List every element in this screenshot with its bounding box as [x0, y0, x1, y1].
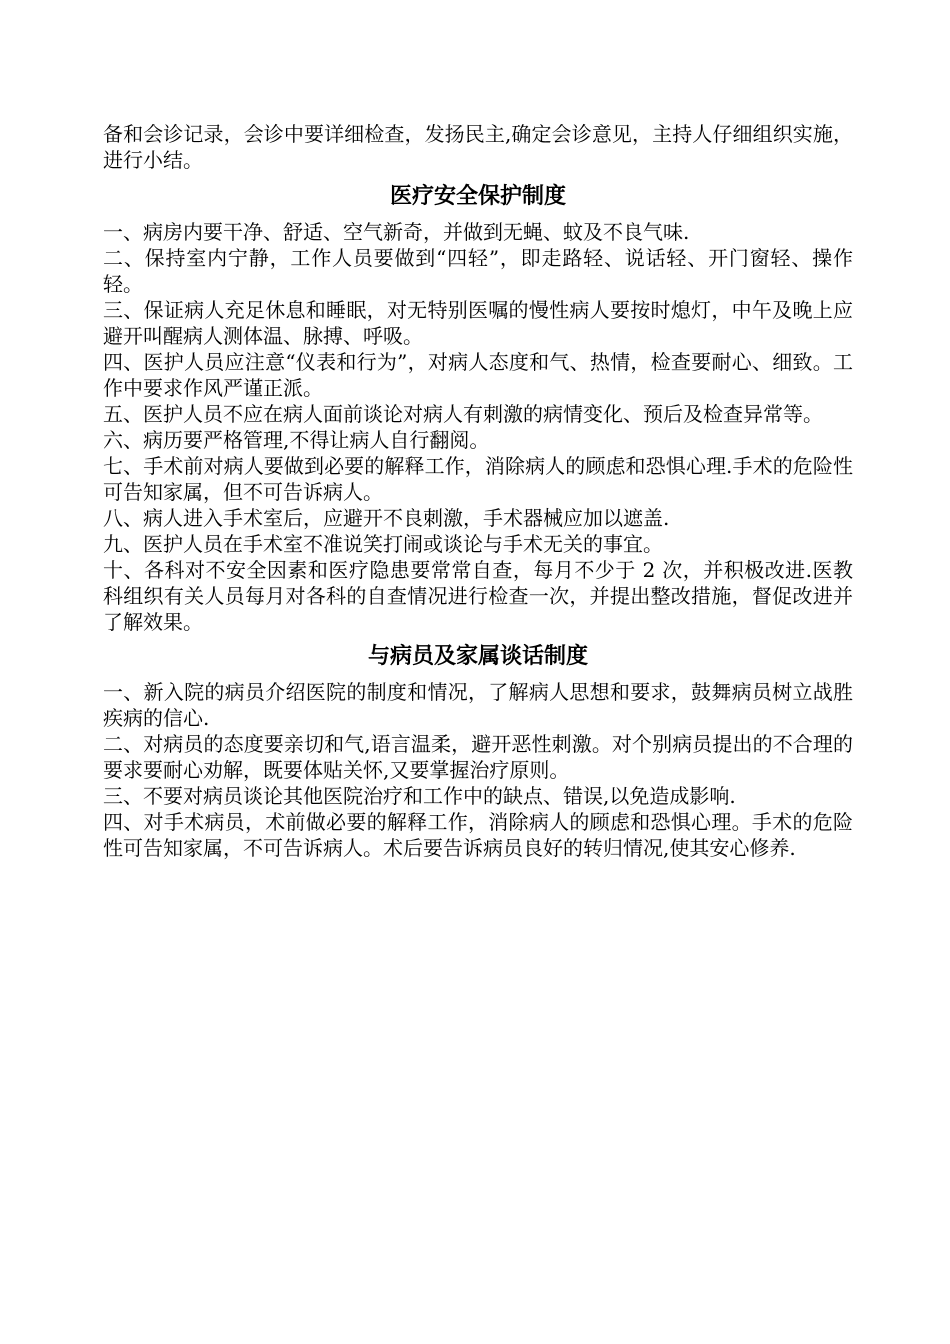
conversation-item-4: 四、对手术病员，术前做必要的解释工作，消除病人的顾虑和恐惧心理。手术的危险性可告知家属，不可告诉病人。术后要告诉病员良好的转归情况,使其安心修养.: [103, 810, 853, 860]
safety-item-9: 九、医护人员在手术室不准说笑打闹或谈论与手术无关的事宜。: [103, 532, 663, 556]
intro-paragraph: 备和会诊记录，会诊中要详细检查，发扬民主,确定会诊意见，主持人仔细组织实施，进行小结。: [103, 122, 853, 172]
safety-item-6: 六、病历要严格管理,不得让病人自行翻阅。: [103, 428, 490, 452]
safety-item-3: 三、保证病人充足休息和睡眠，对无特别医嘱的慢性病人要按时熄灯，中午及晚上应避开叫醒病人测体温、脉搏、呼吸。: [103, 298, 853, 348]
conversation-item-2: 二、对病员的态度要亲切和气,语言温柔，避开恶性刺激。对个别病员提出的不合理的要求要耐心劝解，既要体贴关怀,又要掌握治疗原则。: [103, 732, 853, 782]
safety-item-10: 十、各科对不安全因素和医疗隐患要常常自查，每月不少于 2 次，并积极改进.医教科组织有关人员每月对各科的自查情况进行检查一次，并提出整改措施，督促改进并了解效果。: [103, 558, 853, 634]
safety-item-2: 二、保持室内宁静，工作人员要做到“四轻”，即走路轻、说话轻、开门窗轻、操作轻。: [103, 246, 853, 296]
safety-item-8: 八、病人进入手术室后，应避开不良刺激，手术器械应加以遮盖.: [103, 506, 670, 530]
document-page: [103, 121, 853, 861]
conversation-item-3: 三、不要对病员谈论其他医院治疗和工作中的缺点、错误,以免造成影响.: [103, 784, 736, 808]
safety-item-7: 七、手术前对病人要做到必要的解释工作，消除病人的顾虑和恐惧心理.手术的危险性可告知家属，但不可告诉病人。: [103, 454, 853, 504]
conversation-item-1: 一、新入院的病员介绍医院的制度和情况，了解病人思想和要求，鼓舞病员树立战胜疾病的信心.: [103, 680, 853, 730]
section-title-conversation: 与病员及家属谈话制度: [367, 644, 588, 669]
safety-item-4: 四、医护人员应注意“仪表和行为”，对病人态度和气、热情，检查要耐心、细致。工作中要求作风严谨正派。: [103, 350, 853, 400]
safety-item-1: 一、病房内要干净、舒适、空气新奇，并做到无蝇、蚊及不良气味.: [103, 220, 690, 244]
section-title-safety: 医疗安全保护制度: [389, 184, 566, 209]
safety-item-5: 五、医护人员不应在病人面前谈论对病人有刺激的病情变化、预后及检查异常等。: [103, 402, 823, 426]
